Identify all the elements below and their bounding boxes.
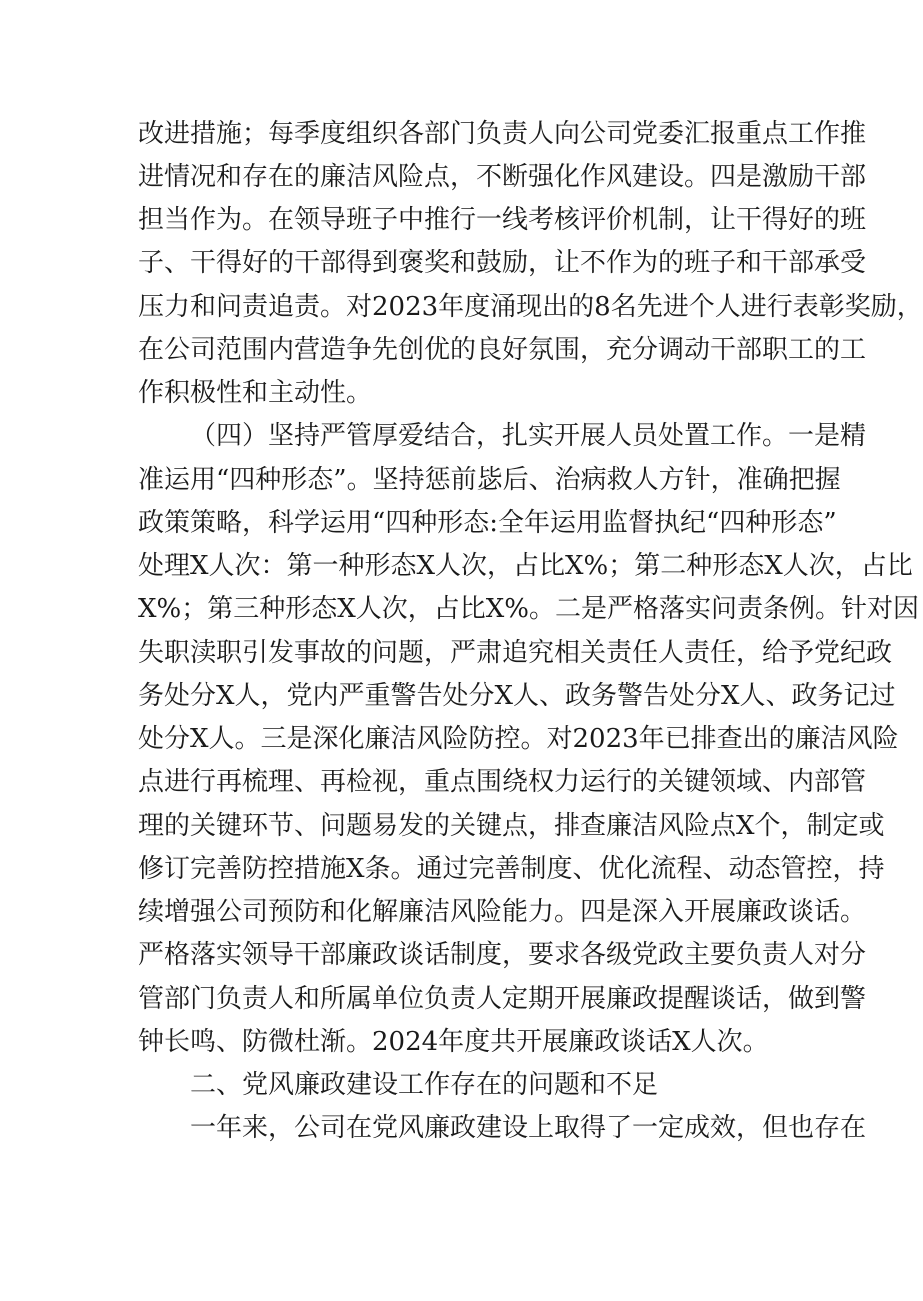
text-line: 担当作为。在领导班子中推行一线考核评价机制，让干得好的班	[138, 205, 867, 235]
section-heading: 二、党风廉政建设工作存在的问题和不足	[190, 1070, 659, 1100]
text-line: 续增强公司预防和化解廉洁风险能力。四是深入开展廉政谈话。	[138, 897, 867, 927]
text-line: 进情况和存在的廉洁风险点，不断强化作风建设。四是激励干部	[138, 162, 867, 192]
text-line: 失职渎职引发事故的问题，严肃追究相关责任人责任，给予党纪政	[138, 638, 893, 668]
paragraph-first-line: （四）坚持严管厚爱结合，扎实开展人员处置工作。一是精	[190, 421, 867, 451]
text-line: 钟长鸣、防微杜渐。2024年度共开展廉政谈话X人次。	[138, 1027, 769, 1057]
text-line: 处分X人。三是深化廉洁风险防控。对2023年已排查出的廉洁风险	[138, 724, 899, 754]
text-line: 子、干得好的干部得到褒奖和鼓励，让不作为的班子和干部承受	[138, 248, 867, 278]
text-line: 改进措施；每季度组织各部门负责人向公司党委汇报重点工作推	[138, 119, 867, 149]
text-line: 严格落实领导干部廉政谈话制度，要求各级党政主要负责人对分	[138, 940, 867, 970]
text-line: 点进行再梳理、再检视，重点围绕权力运行的关键领域、内部管	[138, 767, 867, 797]
text-line: X%；第三种形态X人次，占比X%。二是严格落实问责条例。针对因	[138, 594, 919, 624]
text-line: 管部门负责人和所属单位负责人定期开展廉政提醒谈话，做到警	[138, 984, 867, 1014]
text-line: 准运用“四种形态”。坚持惩前毖后、治病救人方针，准确把握	[138, 465, 841, 495]
text-line: 修订完善防控措施X条。通过完善制度、优化流程、动态管控，持	[138, 854, 885, 884]
text-line: 作积极性和主动性。	[138, 378, 373, 408]
text-line: 务处分X人，党内严重警告处分X人、政务警告处分X人、政务记过	[138, 681, 896, 711]
text-line: 在公司范围内营造争先创优的良好氛围，充分调动干部职工的工	[138, 335, 867, 365]
text-line: 压力和问责追责。对2023年度涌现出的8名先进个人进行表彰奖励，	[138, 292, 923, 322]
text-line: 政策策略，科学运用“四种形态:全年运用监督执纪“四种形态”	[138, 508, 837, 538]
paragraph-first-line: 一年来，公司在党风廉政建设上取得了一定成效，但也存在	[190, 1113, 867, 1143]
text-line: 理的关键环节、问题易发的关键点，排查廉洁风险点X个，制定或	[138, 811, 885, 841]
text-line: 处理X人次：第一种形态X人次，占比X%；第二种形态X人次，占比	[138, 551, 913, 581]
